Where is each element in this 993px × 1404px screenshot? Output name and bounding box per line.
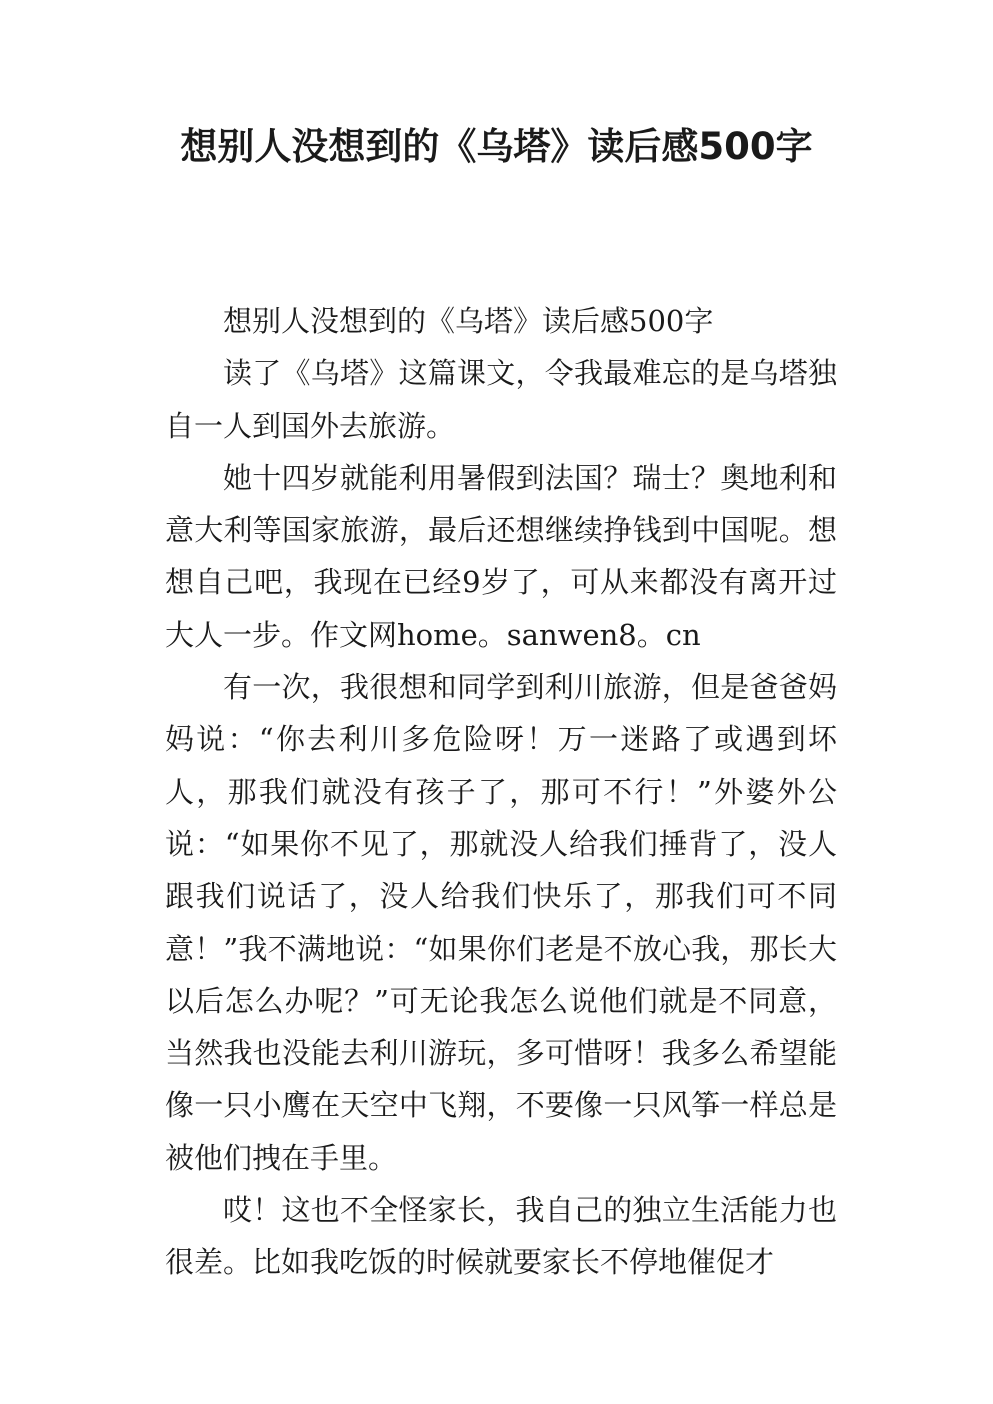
paragraph-subtitle: 想别人没想到的《乌塔》读后感500字: [223, 304, 714, 338]
paragraph: 读了《乌塔》这篇课文，令我最难忘的是乌塔独自一人到国外去旅游。: [165, 356, 837, 443]
document-title: 想别人没想到的《乌塔》读后感500字: [180, 125, 813, 168]
paragraph: 她十四岁就能利用暑假到法国？瑞士？奥地利和意大利等国家旅游，最后还想继续挣钱到中国呢。想想自己吧，我现在已经9岁了，可从来都没有离开过大人一步。作文网home。sanwen8。cn: [165, 460, 837, 652]
document-body: [165, 295, 837, 1289]
paragraph: 有一次，我很想和同学到利川旅游，但是爸爸妈妈说：“你去利川多危险呀！万一迷路了或遇到坏人，那我们就没有孩子了，那可不行！”外婆外公说：“如果你不见了，那就没人给我们捶背了，没人跟我们说话了，没人给我们快乐了，那我们可不同意！”我不满地说：“如果你们老是不放心我，那长大以后怎么办呢？”可无论我怎么说他们就是不同意，当然我也没能去利川游玩，多可惜呀！我多么希望能像一只小鹰在天空中飞翔，不要像一只风筝一样总是被他们拽在手里。: [165, 670, 837, 1175]
paragraph: 哎！这也不全怪家长，我自己的独立生活能力也很差。比如我吃饭的时候就要家长不停地催促才: [165, 1193, 837, 1280]
